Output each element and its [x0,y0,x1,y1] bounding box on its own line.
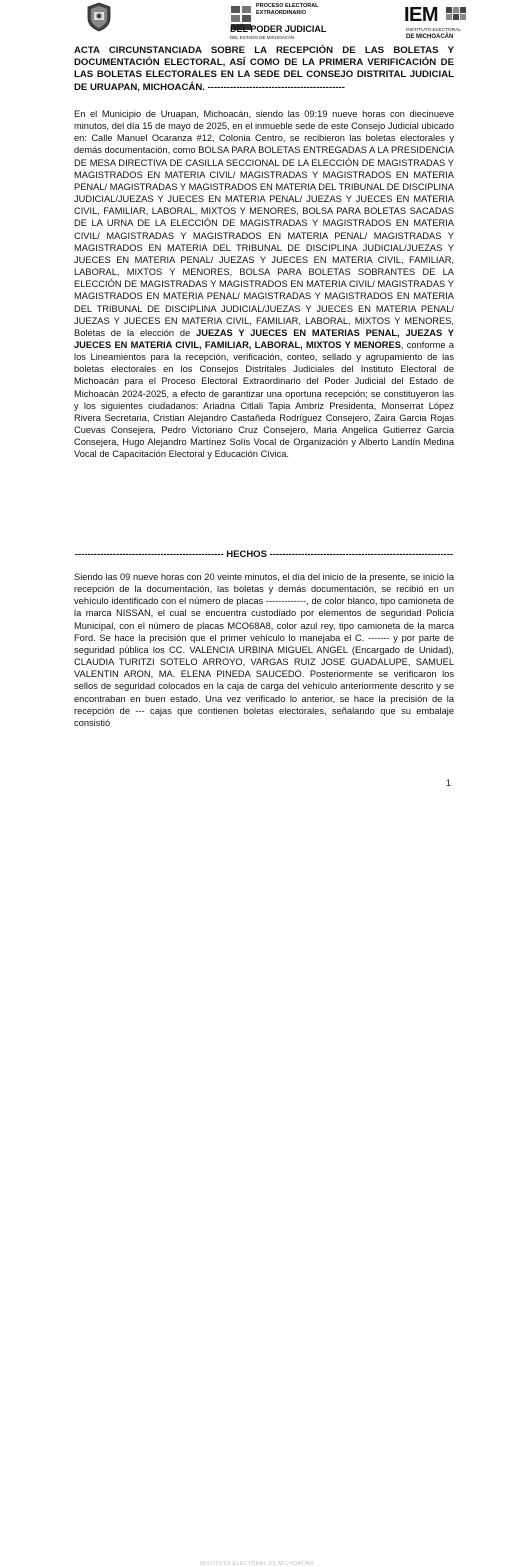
pj-line4: DEL ESTADO DE MICHOACÁN [230,35,295,40]
hechos-heading: ----------------------------------------------- HECHOS ---------------------------------------------------------- [74,549,454,560]
poder-judicial-logo [230,1,340,43]
hechos-paragraph: Siendo las 09 nueve horas con 20 veinte minutos, el día del inicio de la presente, se inició la recepción de la documentación, las boletas y demás documentación, se recibió en un vehículo identificado con el número de placas -------------, de color blanco, tipo camioneta de la marca NISSAN, el cual se encuentra custodiado por elementos de seguridad Policía Municipal, con el número de placas MCO68A8, color azul rey, tipo camioneta de la marca Ford. Se hace la precisión que el primer vehículo lo manejaba el C. ------- y por parte de seguridad pública los CC. VALENCIA URBINA MIGUEL ANGEL (Encargado de Unidad), CLAUDIA TURITZI SOTELO ARROYO, VARGAS RUIZ JOSE GUADALUPE, SAMUEL VALENTIN ARON, MA. ELENA PINEDA SAUCEDO. Posteriormente se verificaron los sellos de seguridad colocados en la caja de carga del vehículo anteriormente descrito y se encontraban en buen estado. Una vez verificado lo anterior, se hace la precisión de la recepción de --- cajas que contienen boletas electorales, señalando que su embalaje consistió [74,572,454,728]
iem-line2: DE MICHOACÁN [406,34,454,40]
iem-logo [404,4,468,42]
iem-line1: INSTITUTO ELECTORAL [406,28,461,33]
opening-paragraph-part1: En el Municipio de Uruapan, Michoacán, siendo las 09:19 nueve horas con diecinueve minutos, del día 15 de mayo de 2025, en el inmueble sede de este Consejo Judicial ubicado en: Calle Manuel Ocaranza #12, Colonia Centro, se recibieron las boletas electorales y demás documentación, como BOLSA PARA BOLETAS ENTREGADAS A LA PRESIDENCIA DE MESA DIRECTIVA DE CASILLA SECCIONAL DE LA ELECCIÓN DE MAGISTRADAS Y MAGISTRADOS EN MATERIA CIVIL/ MAGISTRADAS Y MAGISTRADOS EN MATERIA PENAL/ MAGISTRADAS Y MAGISTRADOS EN MATERIA DEL TRIBUNAL DE DISCIPLINA JUDICIAL/JUEZAS Y JUECES EN MATERIA PENAL/ JUEZAS Y JUECES EN MATERIA CIVIL, FAMILIAR, LABORAL, MIXTOS Y MENORES, BOLSA PARA BOLETAS SACADAS DE LA URNA DE LA ELECCIÓN DE MAGISTRADAS Y MAGISTRADOS EN MATERIA CIVIL/ MAGISTRADAS Y MAGISTRADOS EN MATERIA PENAL/ MAGISTRADAS Y MAGISTRADOS EN MATERIA DEL TRIBUNAL DE DISCIPLINA JUDICIAL/JUEZAS Y JUECES EN MATERIA PENAL/ JUEZAS Y JUECES EN MATERIA CIVIL, FAMILIAR, LABORAL, MIXTOS Y MENORES, BOLSA PARA BOLETAS SOBRANTES DE LA ELECCIÓN DE MAGISTRADAS Y MAGISTRADOS EN MATERIA CIVIL/ MAGISTRADAS Y MAGISTRADOS EN MATERIA PENAL/ MAGISTRADAS Y MAGISTRADOS EN MATERIA DEL TRIBUNAL DE DISCIPLINA JUDICIAL/JUEZAS Y JUECES EN MATERIA PENAL/ JUEZAS Y JUECES EN MATERIA CIVIL, FAMILIAR, LABORAL, MIXTOS Y MENORES, Boletas de la elección de [74,109,454,338]
state-seal-logo [86,2,112,32]
opening-paragraph-bold: JUEZAS Y JUECES EN MATERIAS PENAL, JUEZAS Y JUECES EN MATERIA CIVIL, FAMILIAR, LABORAL, MIXTOS Y MENORES [74,327,455,350]
pj-line2: EXTRAORDINARIO [256,10,307,16]
opening-paragraph [74,108,454,461]
iem-squares-icon [446,7,466,23]
page-number: 1 [446,778,452,788]
footer-text: INSTITUTO ELECTORAL DE MICHOACÁN [200,1561,314,1567]
pj-line1: PROCESO ELECTORAL [256,3,319,9]
pj-line3: DEL PODER JUDICIAL [230,24,327,34]
page-header [0,0,525,46]
opening-paragraph-part2: , conforme a los Lineamientos para la recepción, verificación, conteo, sellado y agrupamiento de las boletas electorales en los Consejos Distritales Judiciales del Instituto Electoral de Michoacán para el Proceso Electoral Extraordinario del Poder Judicial del Estado de Michoacán 2024-2025, a efecto de garantizar una oportuna recepción; se constituyeron las y los siguientes ciudadanos: Ariadna Citlali Tapia Ambriz Presidenta, Monserrat López Rivera Secretaria, Cristian Alejandro Castañeda Rodríguez Consejero, Zaira Garcia Rojas Cuevas Consejera, Pedro Victoriano Cruz Consejero, Maria Angelica Gutierrez Garcia Consejera, Hugo Alejandro Martínez Solís Vocal de Organización y Alberto Landín Medina Vocal de Capacitación Electoral y Educación Cívica. [74,339,454,460]
iem-acronym: IEM [404,4,439,26]
document-title: ACTA CIRCUNSTANCIADA SOBRE LA RECEPCIÓN DE LAS BOLETAS Y DOCUMENTACIÓN ELECTORAL, ASÍ COMO DE LA PRIMERA VERIFICACIÓN DE LAS BOLETAS ELECTORALES EN LA SEDE DEL CONSEJO DISTRITAL JUDICIAL DE URUAPAN, MICHOACÁN. ------------------------------------------- [74,45,454,93]
